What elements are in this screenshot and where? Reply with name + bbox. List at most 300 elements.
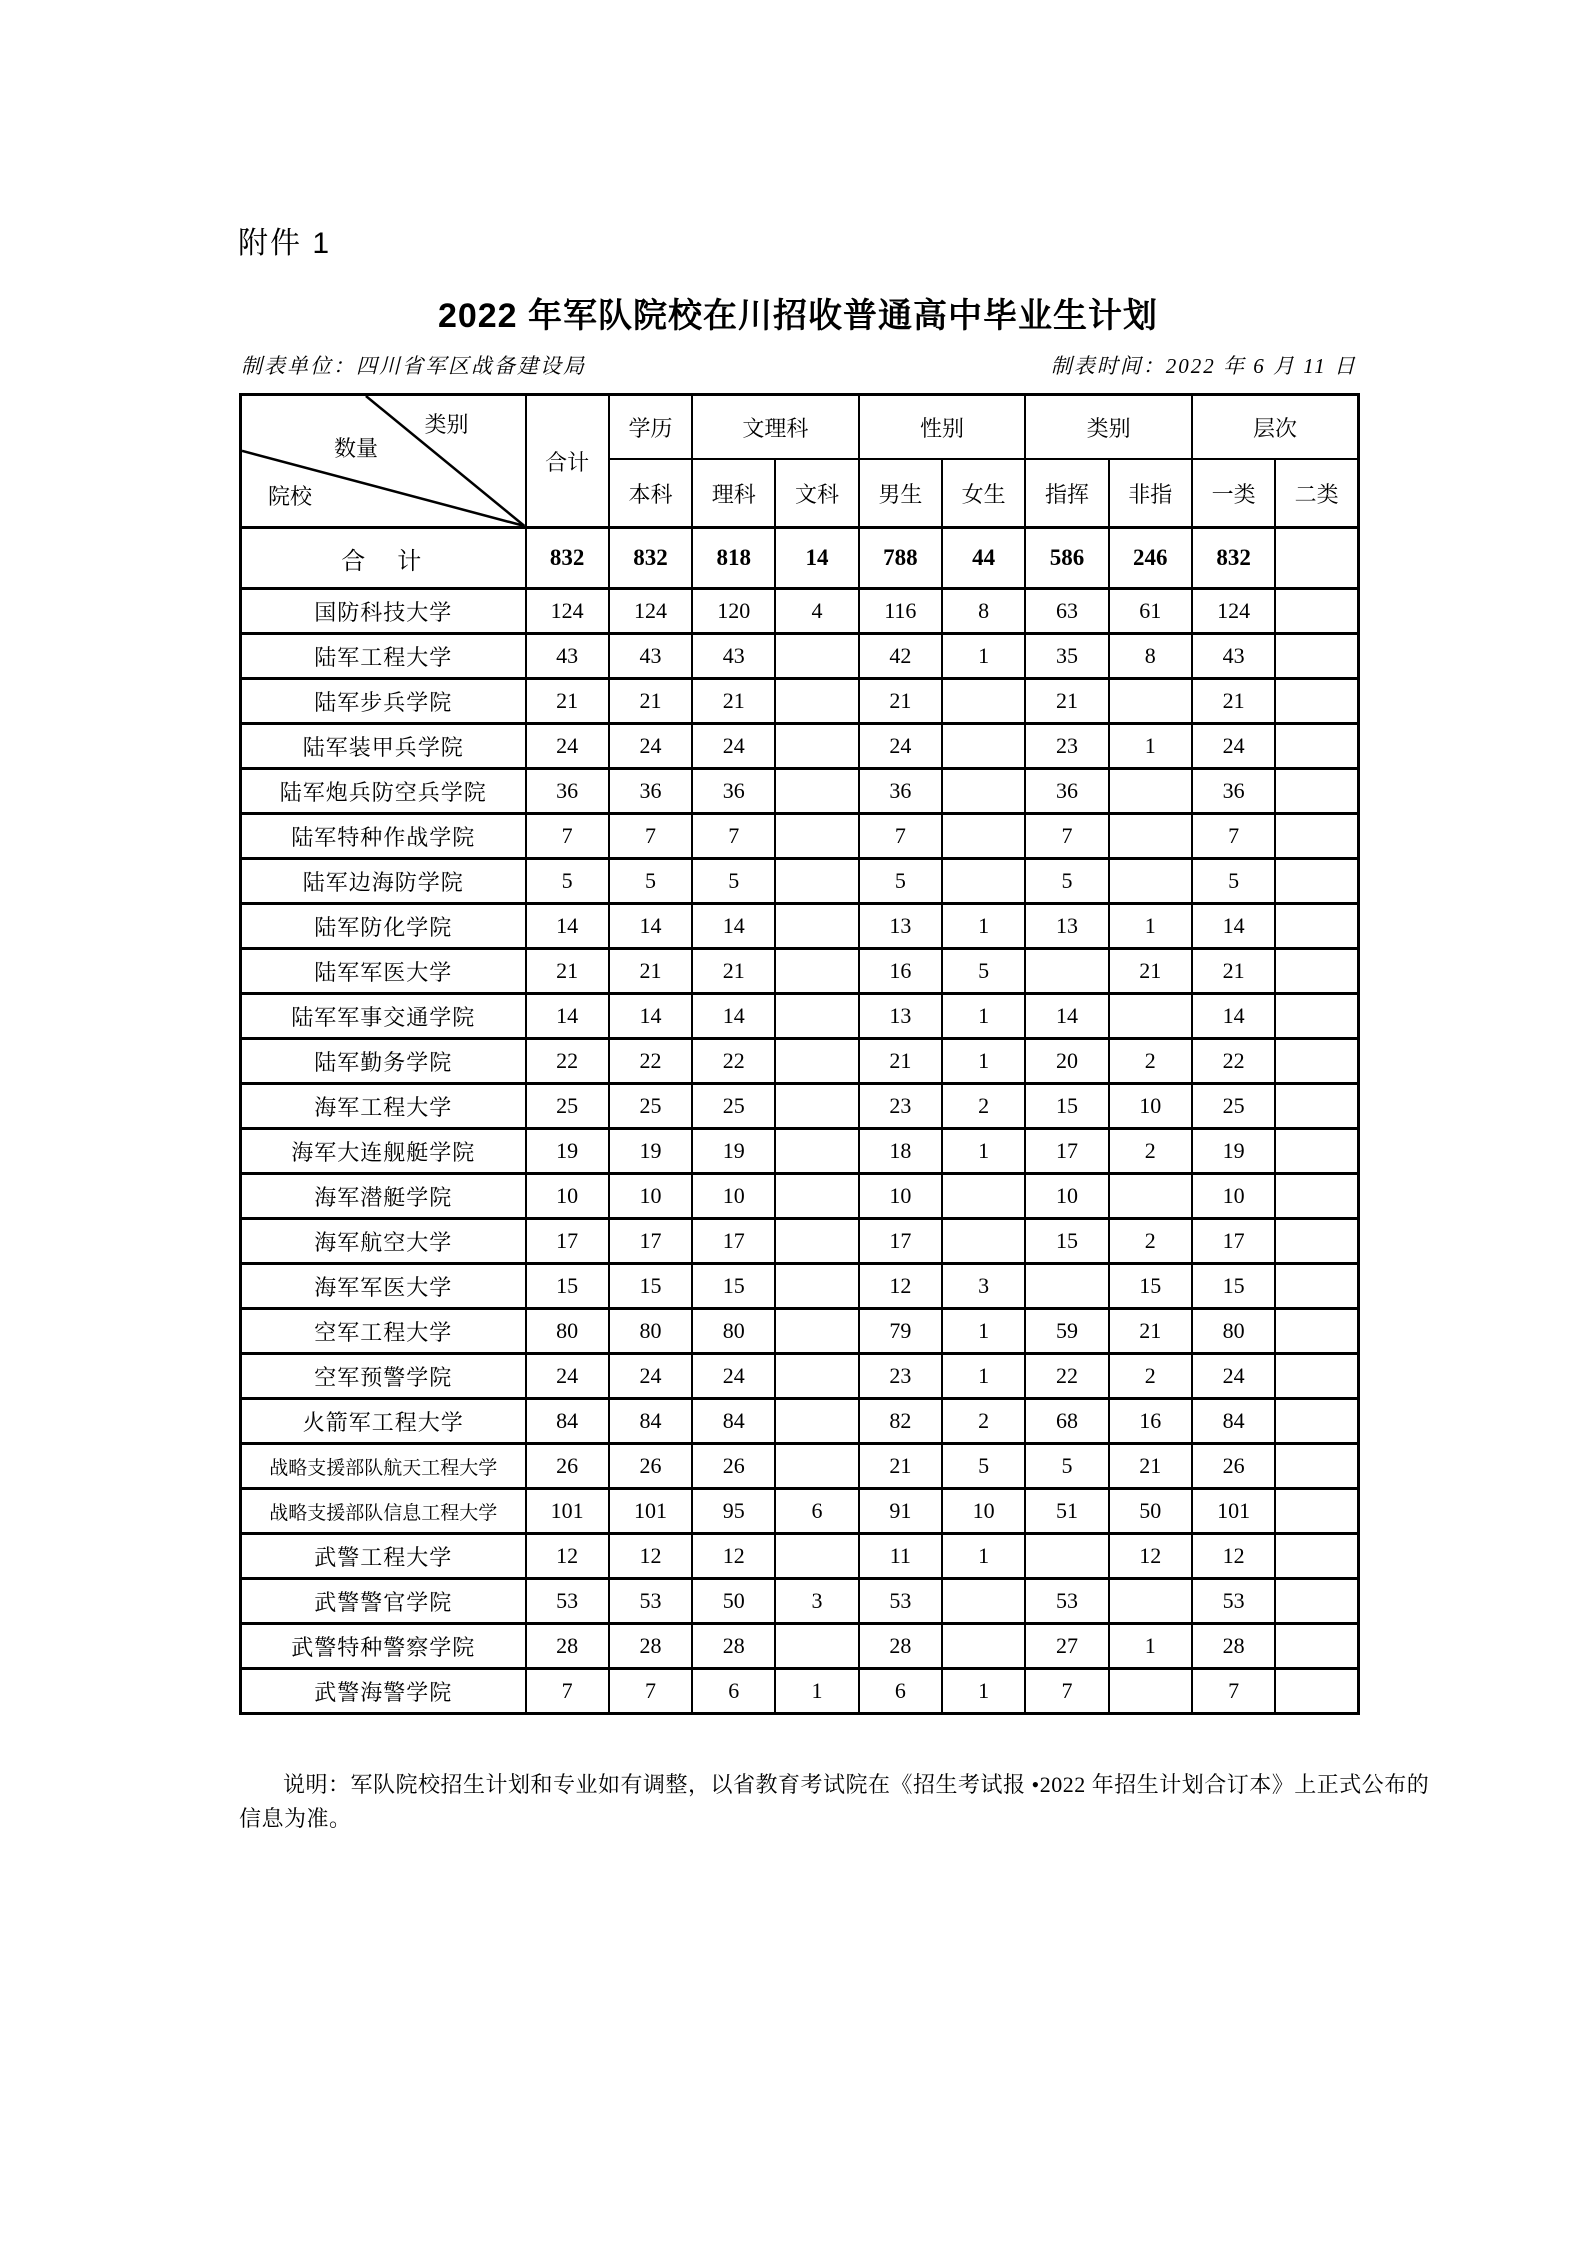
- value-cell: 5: [1025, 859, 1108, 904]
- value-cell: 17: [859, 1219, 942, 1264]
- value-cell: [1109, 859, 1192, 904]
- value-cell: [1109, 994, 1192, 1039]
- value-cell: 28: [692, 1624, 775, 1669]
- value-cell: 22: [692, 1039, 775, 1084]
- institution-name-cell: 武警特种警察学院: [241, 1624, 526, 1669]
- value-cell: 1: [1109, 1624, 1192, 1669]
- total-row: [241, 528, 1359, 589]
- plan-table-wrap: [239, 393, 1357, 1715]
- value-cell: 36: [1192, 769, 1275, 814]
- value-cell: 14: [1192, 994, 1275, 1039]
- value-cell: [775, 679, 858, 724]
- value-cell: 53: [609, 1579, 692, 1624]
- header-female: 女生: [942, 459, 1025, 528]
- value-cell: 22: [609, 1039, 692, 1084]
- value-cell: 21: [859, 1444, 942, 1489]
- value-cell: [1275, 949, 1358, 994]
- value-cell: 12: [609, 1534, 692, 1579]
- value-cell: 22: [1192, 1039, 1275, 1084]
- total-value-cell: 14: [775, 528, 858, 589]
- value-cell: [1109, 679, 1192, 724]
- attachment-label: 附件 1: [238, 227, 332, 260]
- value-cell: [942, 1624, 1025, 1669]
- value-cell: 5: [942, 1444, 1025, 1489]
- value-cell: 23: [859, 1354, 942, 1399]
- value-cell: 79: [859, 1309, 942, 1354]
- table-row: [241, 1534, 1359, 1579]
- value-cell: [1275, 859, 1358, 904]
- value-cell: [775, 1444, 858, 1489]
- value-cell: 15: [1109, 1264, 1192, 1309]
- value-cell: 27: [1025, 1624, 1108, 1669]
- table-row: [241, 994, 1359, 1039]
- value-cell: 1: [942, 1669, 1025, 1714]
- value-cell: 1: [942, 994, 1025, 1039]
- value-cell: 15: [1025, 1219, 1108, 1264]
- value-cell: [1275, 1354, 1358, 1399]
- value-cell: [1275, 1219, 1358, 1264]
- value-cell: 19: [609, 1129, 692, 1174]
- value-cell: [1275, 1624, 1358, 1669]
- value-cell: 21: [1025, 679, 1108, 724]
- value-cell: 24: [692, 1354, 775, 1399]
- table-row: [241, 1444, 1359, 1489]
- value-cell: [775, 1399, 858, 1444]
- institution-name-cell: 陆军步兵学院: [241, 679, 526, 724]
- table-row: [241, 949, 1359, 994]
- value-cell: 10: [859, 1174, 942, 1219]
- table-row: [241, 1354, 1359, 1399]
- value-cell: 7: [1192, 814, 1275, 859]
- value-cell: 21: [1109, 949, 1192, 994]
- institution-name-cell: 陆军炮兵防空兵学院: [241, 769, 526, 814]
- value-cell: 82: [859, 1399, 942, 1444]
- value-cell: 17: [1025, 1129, 1108, 1174]
- value-cell: 21: [526, 679, 609, 724]
- table-row: [241, 859, 1359, 904]
- value-cell: 7: [526, 1669, 609, 1714]
- value-cell: 6: [775, 1489, 858, 1534]
- value-cell: [775, 724, 858, 769]
- value-cell: 43: [692, 634, 775, 679]
- value-cell: 5: [859, 859, 942, 904]
- value-cell: 24: [609, 724, 692, 769]
- value-cell: [1275, 679, 1358, 724]
- value-cell: 23: [859, 1084, 942, 1129]
- value-cell: [775, 949, 858, 994]
- total-value-cell: 44: [942, 528, 1025, 589]
- value-cell: [1275, 769, 1358, 814]
- value-cell: 14: [526, 994, 609, 1039]
- value-cell: [1275, 1579, 1358, 1624]
- value-cell: 1: [942, 1039, 1025, 1084]
- value-cell: 95: [692, 1489, 775, 1534]
- value-cell: [1109, 814, 1192, 859]
- value-cell: 10: [609, 1174, 692, 1219]
- table-row: [241, 1579, 1359, 1624]
- value-cell: [775, 1264, 858, 1309]
- value-cell: 17: [609, 1219, 692, 1264]
- corner-label-category: 类别: [424, 412, 469, 437]
- value-cell: [1275, 1489, 1358, 1534]
- table-row: [241, 724, 1359, 769]
- value-cell: [1275, 994, 1358, 1039]
- table-row: [241, 1309, 1359, 1354]
- value-cell: 3: [942, 1264, 1025, 1309]
- value-cell: [942, 679, 1025, 724]
- value-cell: 18: [859, 1129, 942, 1174]
- value-cell: 43: [526, 634, 609, 679]
- total-value-cell: 832: [526, 528, 609, 589]
- value-cell: 26: [692, 1444, 775, 1489]
- table-row: [241, 1399, 1359, 1444]
- enrollment-plan-table: [239, 393, 1360, 1715]
- value-cell: 10: [942, 1489, 1025, 1534]
- value-cell: [1025, 1264, 1108, 1309]
- value-cell: 124: [609, 589, 692, 634]
- total-value-cell: 832: [609, 528, 692, 589]
- value-cell: 120: [692, 589, 775, 634]
- value-cell: 19: [526, 1129, 609, 1174]
- institution-name-cell: 武警海警学院: [241, 1669, 526, 1714]
- value-cell: 14: [526, 904, 609, 949]
- value-cell: 124: [1192, 589, 1275, 634]
- value-cell: 91: [859, 1489, 942, 1534]
- table-row: [241, 769, 1359, 814]
- value-cell: 80: [692, 1309, 775, 1354]
- value-cell: 14: [692, 904, 775, 949]
- corner-label-school: 院校: [268, 484, 313, 509]
- value-cell: 36: [526, 769, 609, 814]
- total-value-cell: [1275, 528, 1358, 589]
- institution-name-cell: 陆军防化学院: [241, 904, 526, 949]
- value-cell: 1: [775, 1669, 858, 1714]
- table-row: [241, 1039, 1359, 1084]
- table-row: [241, 1264, 1359, 1309]
- value-cell: [775, 1174, 858, 1219]
- value-cell: 17: [1192, 1219, 1275, 1264]
- value-cell: 5: [692, 859, 775, 904]
- value-cell: [775, 634, 858, 679]
- value-cell: 1: [942, 1534, 1025, 1579]
- value-cell: 24: [526, 724, 609, 769]
- value-cell: 13: [859, 994, 942, 1039]
- institution-name-cell: 陆军军医大学: [241, 949, 526, 994]
- value-cell: 53: [526, 1579, 609, 1624]
- value-cell: 6: [859, 1669, 942, 1714]
- total-value-cell: 586: [1025, 528, 1108, 589]
- value-cell: 36: [609, 769, 692, 814]
- value-cell: 17: [692, 1219, 775, 1264]
- value-cell: 12: [1109, 1534, 1192, 1579]
- total-value-cell: 246: [1109, 528, 1192, 589]
- value-cell: 36: [692, 769, 775, 814]
- header-total: 合计: [526, 395, 609, 528]
- table-row: [241, 814, 1359, 859]
- value-cell: 15: [609, 1264, 692, 1309]
- value-cell: 1: [942, 1129, 1025, 1174]
- value-cell: 19: [692, 1129, 775, 1174]
- value-cell: 7: [1192, 1669, 1275, 1714]
- value-cell: 14: [1192, 904, 1275, 949]
- table-row: [241, 679, 1359, 724]
- meta-unit: 制表单位：四川省军区战备建设局: [241, 354, 586, 378]
- value-cell: 21: [859, 679, 942, 724]
- value-cell: 19: [1192, 1129, 1275, 1174]
- value-cell: [775, 814, 858, 859]
- value-cell: [942, 724, 1025, 769]
- value-cell: 7: [1025, 814, 1108, 859]
- value-cell: 25: [609, 1084, 692, 1129]
- value-cell: 21: [692, 949, 775, 994]
- value-cell: 53: [1192, 1579, 1275, 1624]
- value-cell: 5: [942, 949, 1025, 994]
- header-male: 男生: [859, 459, 942, 528]
- value-cell: [775, 1354, 858, 1399]
- value-cell: [1275, 1039, 1358, 1084]
- value-cell: 53: [1025, 1579, 1108, 1624]
- total-value-cell: 832: [1192, 528, 1275, 589]
- value-cell: [1109, 1669, 1192, 1714]
- value-cell: [775, 1624, 858, 1669]
- value-cell: 23: [1025, 724, 1108, 769]
- value-cell: [775, 1534, 858, 1579]
- value-cell: 80: [609, 1309, 692, 1354]
- value-cell: 7: [526, 814, 609, 859]
- institution-name-cell: 空军工程大学: [241, 1309, 526, 1354]
- value-cell: [942, 1219, 1025, 1264]
- value-cell: 43: [609, 634, 692, 679]
- value-cell: 13: [1025, 904, 1108, 949]
- value-cell: 26: [526, 1444, 609, 1489]
- total-value-cell: 788: [859, 528, 942, 589]
- header-undergrad: 本科: [609, 459, 692, 528]
- table-row: [241, 1669, 1359, 1714]
- value-cell: 7: [859, 814, 942, 859]
- value-cell: 14: [1025, 994, 1108, 1039]
- value-cell: 2: [1109, 1219, 1192, 1264]
- value-cell: 15: [692, 1264, 775, 1309]
- value-cell: 10: [526, 1174, 609, 1219]
- value-cell: 7: [609, 1669, 692, 1714]
- value-cell: 101: [609, 1489, 692, 1534]
- value-cell: [1275, 724, 1358, 769]
- value-cell: 63: [1025, 589, 1108, 634]
- value-cell: 15: [1192, 1264, 1275, 1309]
- value-cell: [1275, 1534, 1358, 1579]
- value-cell: 51: [1025, 1489, 1108, 1534]
- value-cell: 1: [1109, 724, 1192, 769]
- header-non-command: 非指: [1109, 459, 1192, 528]
- value-cell: 26: [1192, 1444, 1275, 1489]
- value-cell: 12: [692, 1534, 775, 1579]
- table-row: [241, 1489, 1359, 1534]
- page-title: 2022 年军队院校在川招收普通高中毕业生计划: [437, 297, 1159, 335]
- header-command: 指挥: [1025, 459, 1108, 528]
- table-row: [241, 1174, 1359, 1219]
- value-cell: [775, 769, 858, 814]
- value-cell: 50: [1109, 1489, 1192, 1534]
- value-cell: 11: [859, 1534, 942, 1579]
- value-cell: 21: [1192, 949, 1275, 994]
- header-group-tier: 层次: [1192, 395, 1359, 460]
- table-row: [241, 1219, 1359, 1264]
- institution-name-cell: 海军大连舰艇学院: [241, 1129, 526, 1174]
- value-cell: [1109, 1174, 1192, 1219]
- value-cell: 21: [1192, 679, 1275, 724]
- value-cell: [1025, 949, 1108, 994]
- value-cell: 2: [942, 1084, 1025, 1129]
- value-cell: 8: [942, 589, 1025, 634]
- value-cell: 61: [1109, 589, 1192, 634]
- header-group-degree: 学历: [609, 395, 692, 460]
- table-row: [241, 1084, 1359, 1129]
- institution-name-cell: 陆军边海防学院: [241, 859, 526, 904]
- institution-name-cell: 海军军医大学: [241, 1264, 526, 1309]
- header-science: 理科: [692, 459, 775, 528]
- institution-name-cell: 国防科技大学: [241, 589, 526, 634]
- value-cell: 68: [1025, 1399, 1108, 1444]
- value-cell: 7: [692, 814, 775, 859]
- value-cell: 4: [775, 589, 858, 634]
- header-group-gender: 性别: [859, 395, 1026, 460]
- institution-name-cell: 陆军工程大学: [241, 634, 526, 679]
- value-cell: 28: [526, 1624, 609, 1669]
- value-cell: 2: [1109, 1129, 1192, 1174]
- value-cell: 53: [859, 1579, 942, 1624]
- value-cell: 14: [609, 904, 692, 949]
- value-cell: 10: [1025, 1174, 1108, 1219]
- value-cell: 3: [775, 1579, 858, 1624]
- value-cell: 26: [609, 1444, 692, 1489]
- value-cell: 84: [526, 1399, 609, 1444]
- institution-name-cell: 武警工程大学: [241, 1534, 526, 1579]
- value-cell: [1025, 1534, 1108, 1579]
- value-cell: 35: [1025, 634, 1108, 679]
- value-cell: 25: [692, 1084, 775, 1129]
- value-cell: 10: [1192, 1174, 1275, 1219]
- value-cell: 1: [942, 1354, 1025, 1399]
- value-cell: 116: [859, 589, 942, 634]
- footnote: 说明：军队院校招生计划和专业如有调整，以省教育考试院在《招生考试报 •2022 年招生计划合订本》上正式公布的信息为准。: [239, 1772, 1430, 1832]
- value-cell: 24: [526, 1354, 609, 1399]
- value-cell: [942, 1174, 1025, 1219]
- institution-name-cell: 海军工程大学: [241, 1084, 526, 1129]
- value-cell: 5: [1025, 1444, 1108, 1489]
- institution-name-cell: 空军预警学院: [241, 1354, 526, 1399]
- value-cell: [1275, 1444, 1358, 1489]
- value-cell: 7: [1025, 1669, 1108, 1714]
- value-cell: 80: [526, 1309, 609, 1354]
- meta-date: 制表时间：2022 年 6 月 11 日: [1050, 354, 1357, 378]
- value-cell: 13: [859, 904, 942, 949]
- value-cell: 28: [859, 1624, 942, 1669]
- value-cell: 28: [609, 1624, 692, 1669]
- value-cell: 17: [526, 1219, 609, 1264]
- institution-name-cell: 战略支援部队信息工程大学: [241, 1489, 526, 1534]
- value-cell: 21: [1109, 1444, 1192, 1489]
- value-cell: 21: [526, 949, 609, 994]
- institution-name-cell: 火箭军工程大学: [241, 1399, 526, 1444]
- value-cell: 101: [1192, 1489, 1275, 1534]
- value-cell: 2: [1109, 1354, 1192, 1399]
- table-row: [241, 1129, 1359, 1174]
- value-cell: [775, 859, 858, 904]
- value-cell: [1275, 1399, 1358, 1444]
- table-row: [241, 1624, 1359, 1669]
- table-row: [241, 634, 1359, 679]
- value-cell: 84: [692, 1399, 775, 1444]
- value-cell: 25: [526, 1084, 609, 1129]
- value-cell: 10: [1109, 1084, 1192, 1129]
- value-cell: [1109, 1579, 1192, 1624]
- value-cell: [1275, 814, 1358, 859]
- value-cell: [1275, 1669, 1358, 1714]
- value-cell: [942, 769, 1025, 814]
- value-cell: 59: [1025, 1309, 1108, 1354]
- institution-name-cell: 陆军勤务学院: [241, 1039, 526, 1084]
- value-cell: 80: [1192, 1309, 1275, 1354]
- value-cell: 1: [942, 634, 1025, 679]
- header-group-category: 类别: [1025, 395, 1192, 460]
- value-cell: 24: [609, 1354, 692, 1399]
- institution-name-cell: 海军航空大学: [241, 1219, 526, 1264]
- value-cell: 84: [1192, 1399, 1275, 1444]
- value-cell: 14: [609, 994, 692, 1039]
- value-cell: 43: [1192, 634, 1275, 679]
- value-cell: 5: [1192, 859, 1275, 904]
- institution-name-cell: 武警警官学院: [241, 1579, 526, 1624]
- value-cell: 12: [859, 1264, 942, 1309]
- value-cell: 22: [526, 1039, 609, 1084]
- value-cell: 15: [1025, 1084, 1108, 1129]
- value-cell: 12: [1192, 1534, 1275, 1579]
- value-cell: 42: [859, 634, 942, 679]
- corner-header-cell: [241, 395, 526, 528]
- value-cell: 24: [692, 724, 775, 769]
- header-liberal-arts: 文科: [775, 459, 858, 528]
- institution-name-cell: 陆军军事交通学院: [241, 994, 526, 1039]
- value-cell: 21: [609, 679, 692, 724]
- value-cell: 7: [609, 814, 692, 859]
- value-cell: 15: [526, 1264, 609, 1309]
- total-value-cell: 818: [692, 528, 775, 589]
- value-cell: [1275, 1129, 1358, 1174]
- corner-label-quantity: 数量: [334, 436, 379, 461]
- header-group-track: 文理科: [692, 395, 859, 460]
- value-cell: 5: [526, 859, 609, 904]
- value-cell: 12: [526, 1534, 609, 1579]
- value-cell: 24: [1192, 724, 1275, 769]
- header-tier-two: 二类: [1275, 459, 1358, 528]
- value-cell: 24: [1192, 1354, 1275, 1399]
- table-row: [241, 589, 1359, 634]
- value-cell: 124: [526, 589, 609, 634]
- value-cell: [1109, 769, 1192, 814]
- value-cell: [775, 1039, 858, 1084]
- value-cell: 16: [859, 949, 942, 994]
- value-cell: [775, 1129, 858, 1174]
- value-cell: 1: [942, 904, 1025, 949]
- value-cell: 5: [609, 859, 692, 904]
- value-cell: [942, 814, 1025, 859]
- value-cell: 20: [1025, 1039, 1108, 1084]
- header-row-1: [241, 395, 1359, 460]
- institution-name-cell: 海军潜艇学院: [241, 1174, 526, 1219]
- table-row: [241, 904, 1359, 949]
- value-cell: [1275, 589, 1358, 634]
- value-cell: 1: [942, 1309, 1025, 1354]
